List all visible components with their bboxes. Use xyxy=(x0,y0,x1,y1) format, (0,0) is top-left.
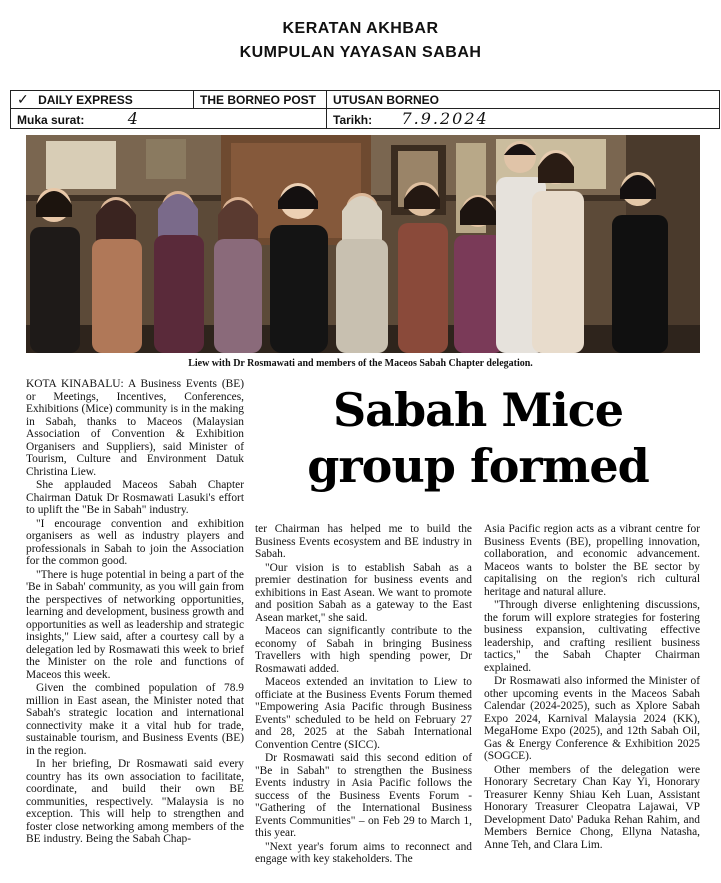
paragraph: "There is huge potential in being a part of the 'Be in Sabah' community, as you will gain from the perspectives of networking opportunities, learning and development, business growth and opportunities as well as leadership and strategic insights," Liew said, after a courtesy call by a delegation led by Rosmawati this week to brief the Minister on the role and functions of Maceos this week. xyxy=(26,568,244,681)
article-headline xyxy=(256,382,700,494)
delegation-photo-illustration xyxy=(26,135,700,353)
borneo-post-label: THE BORNEO POST xyxy=(200,92,317,107)
tarikh-value: 7.9.2024 xyxy=(401,109,489,128)
daily-express-label: DAILY EXPRESS xyxy=(38,93,133,107)
paragraph: KOTA KINABALU: A Business Events (BE) or Meetings, Incentives, Conferences, Exhibitions (Mice) community is in the making in Sabah, thanks to Maceos (Malaysian Association of Convention & Exhibition Organisers and Suppliers), said Minister of Tourism, Culture and Environment Datuk Christina Liew. xyxy=(26,378,244,478)
paragraph: Maceos extended an invitation to Liew to officiate at the Business Events Forum themed "Empowering Asia Pacific through Business Events" scheduled to be held on February 27 and 28, 2025 at the Sabah International Convention Centre (SICC). xyxy=(255,676,472,751)
utusan-borneo-cell xyxy=(327,91,720,109)
tarikh-cell xyxy=(327,109,720,129)
paragraph: In her briefing, Dr Rosmawati said every country has its own association to facilitate, coordinate, and build their own BE communities, respectively. "Malaysia is no exception. This will help to strengthen and foster close networking among members of the BE industry. Being the Sabah Chap- xyxy=(26,758,244,845)
clipping-header-title: KERATAN AKHBAR xyxy=(282,20,439,37)
paragraph: Other members of the delegation were Honorary Secretary Chan Kay Yi, Honorary Treasurer Kenny Shiau Keh Luan, Assistant Honorary Treasurer Cleopatra Lajawai, VP Development Dato' Paduka Rehan Rahim, and Members Bernice Chong, Ellyna Natasha, Anne Teh, and Clara Lim. xyxy=(484,763,700,851)
article-column-2 xyxy=(255,523,472,867)
paragraph: Asia Pacific region acts as a vibrant centre for Business Events (BE), propelling innovation, collaboration, and economic advancement. Maceos wants to bolster the BE sector by capitalising on the region's rich cultural heritage and natural allure. xyxy=(484,523,700,598)
tick-mark: ✓ xyxy=(17,91,29,107)
paragraph: "Through diverse enlightening discussions, the forum will explore strategies for fostering business expansion, cultivating effective leadership, and crafting resilient business tactics," the Sabah Chapter Chairman explained. xyxy=(484,599,700,674)
paragraph: "Next year's forum aims to reconnect and engage with key stakeholders. The xyxy=(255,840,472,865)
headline-line-2: group formed xyxy=(307,439,649,493)
photo-caption: Liew with Dr Rosmawati and members of the Maceos Sabah Chapter delegation. xyxy=(188,358,533,369)
paragraph: "I encourage convention and exhibition organisers as well as industry players and professionals in Sabah to join the Association for the common good. xyxy=(26,517,244,567)
paragraph: Dr Rosmawati also informed the Minister of other upcoming events in the Maceos Sabah Calendar (2024-2025), such as Xplore Sabah Expo 2024, Karnival Malaysia 2024 (KK), MegaHome Expo (2025), and 12th Sabah Oil, Gas & Energy Conference & Exhibition 2025 (SOGCE). xyxy=(484,675,700,762)
muka-surat-value: 4 xyxy=(127,109,138,128)
daily-express-cell xyxy=(11,91,194,109)
borneo-post-cell xyxy=(194,91,327,109)
paragraph: ter Chairman has helped me to build the Business Events ecosystem and BE industry in Sabah. xyxy=(255,523,472,560)
utusan-borneo-label: UTUSAN BORNEO xyxy=(333,92,440,107)
article-column-3 xyxy=(484,523,700,852)
clipping-header-subtitle: KUMPULAN YAYASAN SABAH xyxy=(239,44,482,61)
article-column-1 xyxy=(26,378,244,847)
paragraph: Given the combined population of 78.9 million in East asean, the Minister noted that Sabah's strategic location and international connectivity make it a vital hub for trade, sustainable tourism, and Business Events (BE) in the region. xyxy=(26,682,244,757)
muka-surat-label: Muka surat: xyxy=(17,113,85,127)
muka-surat-cell xyxy=(11,109,327,129)
publication-info-table xyxy=(10,90,720,129)
paragraph: She applauded Maceos Sabah Chapter Chairman Datuk Dr Rosmawati Lasuki's effort to uplift the "Be in Sabah" industry. xyxy=(26,479,244,516)
paragraph: Dr Rosmawati said this second edition of "Be in Sabah" to strengthen the Business Events industry in Asia Pacific follows the success of the Business Events Forum - "Gathering of the International Business Events Communities" – on Feb 29 to March 1, this year. xyxy=(255,752,472,839)
tarikh-label: Tarikh: xyxy=(333,113,373,127)
delegation-photo xyxy=(26,135,700,353)
headline-line-1: Sabah Mice xyxy=(332,383,624,437)
paragraph: "Our vision is to establish Sabah as a premier destination for business events and exhibitions in East Asean. We want to promote and position Sabah as a gateway to the East Asean market," she said. xyxy=(255,561,472,624)
paragraph: Maceos can significantly contribute to the economy of Sabah in bringing Business Travellers with high spending power, Dr Rosmawati added. xyxy=(255,625,472,675)
